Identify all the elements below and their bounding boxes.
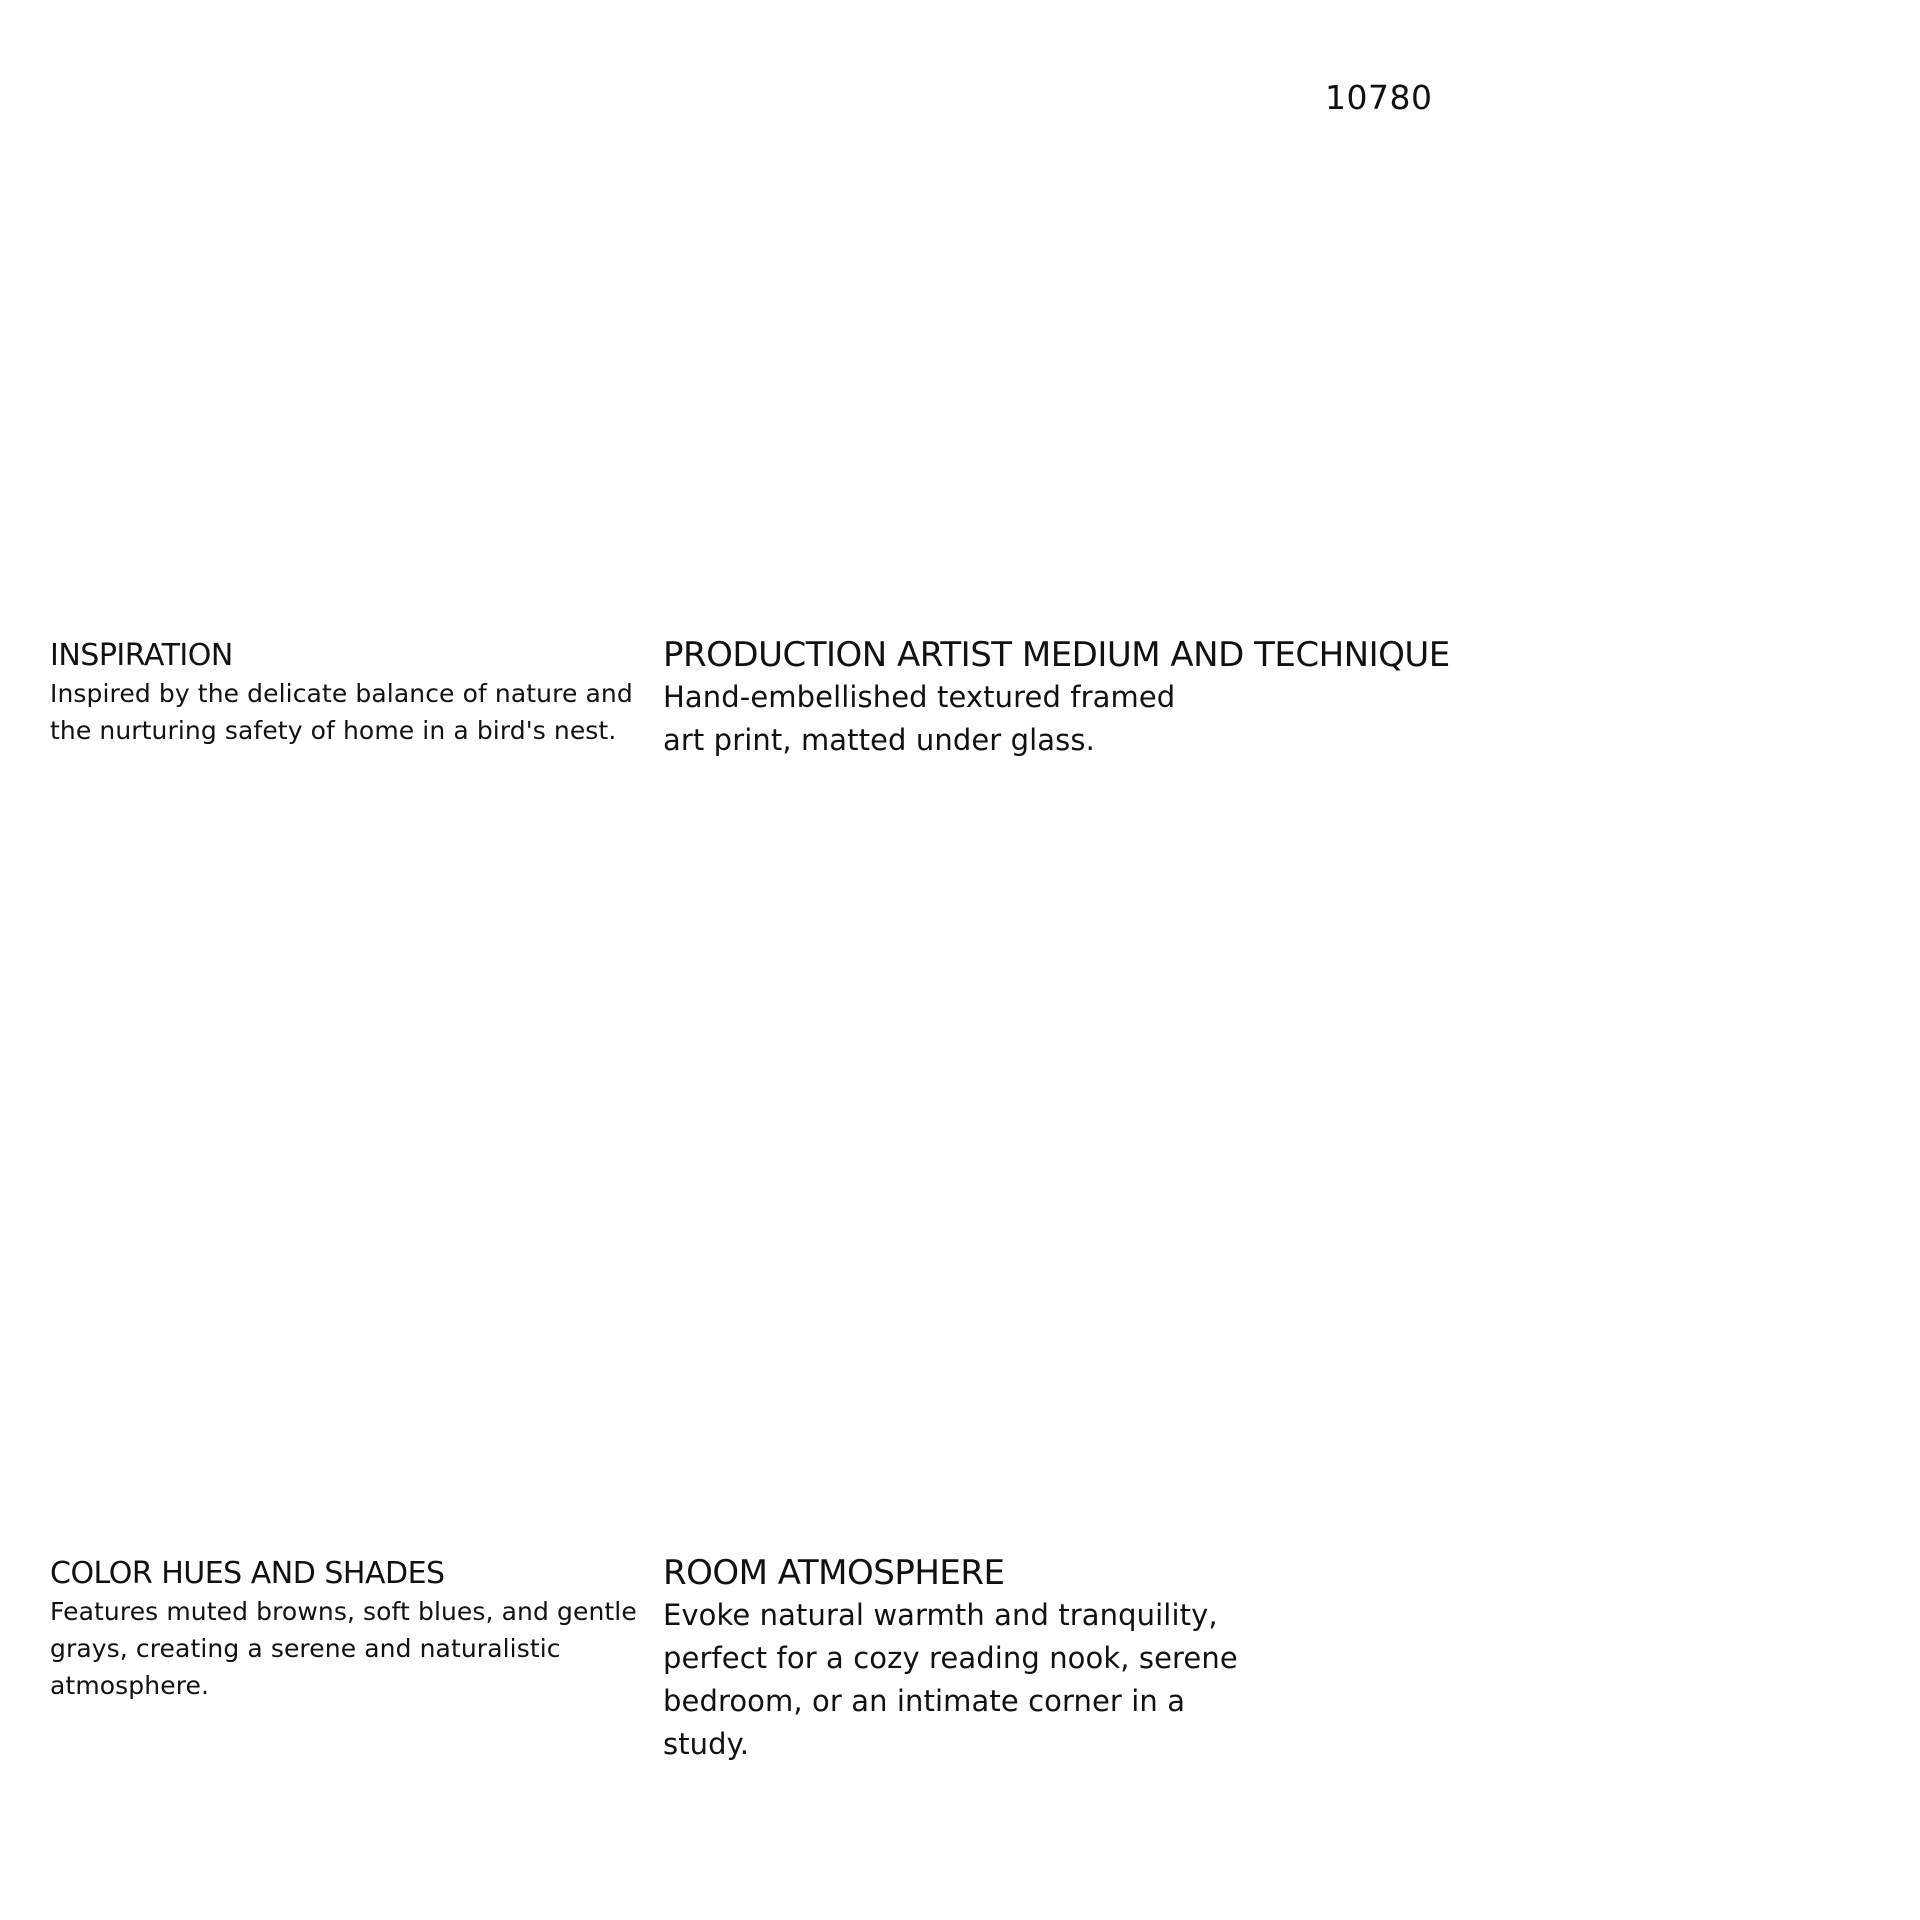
product-number: 10780: [1325, 78, 1433, 117]
technique-section: [663, 634, 1763, 762]
color-heading: COLOR HUES AND SHADES: [50, 1556, 445, 1591]
atmosphere-heading: ROOM ATMOSPHERE: [663, 1553, 1005, 1593]
inspiration-heading: INSPIRATION: [50, 638, 233, 673]
atmosphere-section: [663, 1552, 1263, 1766]
technique-text: Hand-embellished textured framed art print, matted under glass.: [663, 680, 1176, 757]
color-text: Features muted browns, soft blues, and gentle grays, creating a serene and naturalistic atmosphere.: [50, 1597, 637, 1700]
inspiration-section: [50, 637, 640, 749]
color-section: [50, 1555, 640, 1704]
technique-heading: PRODUCTION ARTIST MEDIUM AND TECHNIQUE: [663, 635, 1450, 675]
inspiration-text: Inspired by the delicate balance of nature and the nurturing safety of home in a bird's nest.: [50, 679, 633, 745]
atmosphere-text: Evoke natural warmth and tranquility, perfect for a cozy reading nook, serene bedroom, or an intimate corner in a study.: [663, 1598, 1238, 1761]
